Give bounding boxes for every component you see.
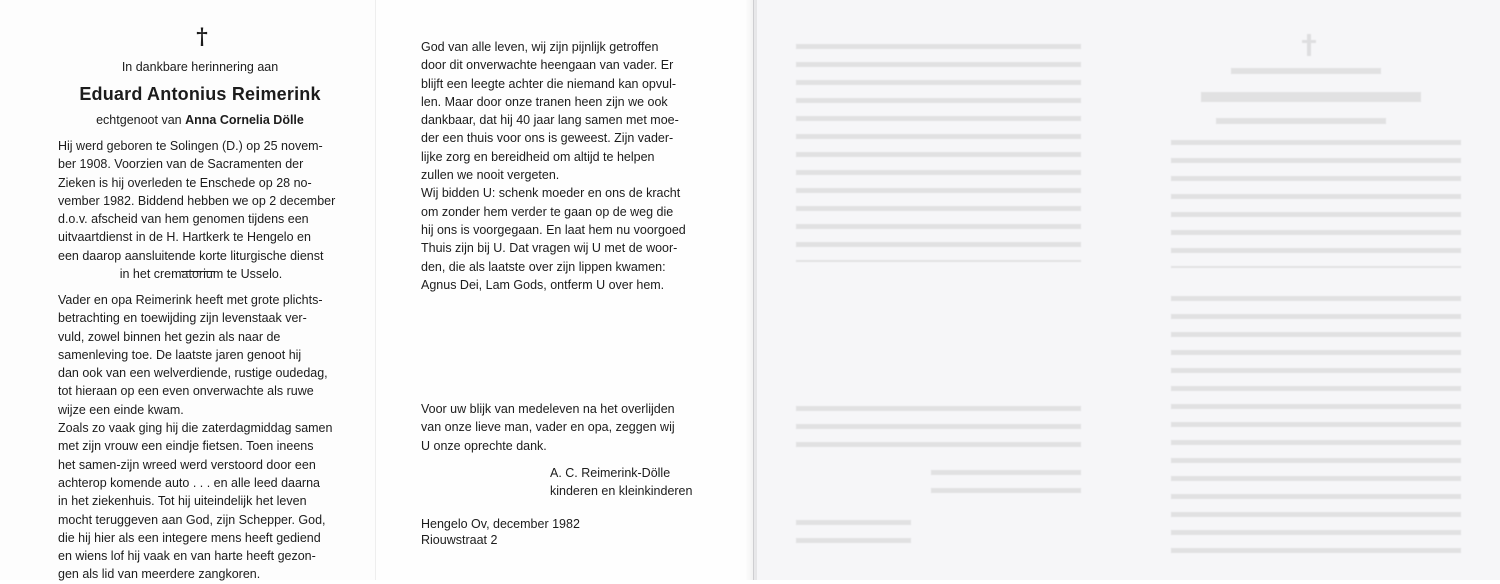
spouse-name: Anna Cornelia Dölle [185, 113, 304, 127]
ghost-paragraph [931, 470, 1081, 500]
ghost-paragraph [796, 520, 911, 550]
middle-panel [375, 0, 754, 580]
signature-name: A. C. Reimerink-Dölle [550, 466, 671, 480]
ghost-paragraph [796, 406, 1081, 454]
tribute-paragraph: Vader en opa Reimerink heeft met grote plichts- betrachting en toewijding zijn levenstaak ver- vuld, zowel binnen het gezin als naar de samenleving toe. De laatste jaren genoot hij dan ook van een welverdiende, rustige oudedag, tot hieraan op een even onverwachte als ruwe wijze een einde kwam. Zoals zo vaak ging hij die zaterdagmiddag samen met zijn vrouw een eindje fietsen. Toen ineens het samen-zijn wreed werd verstoord door een achterop komende auto . . . en alle leed daarna in het ziekenhuis. Tot hij uiteindelijk het leven mocht teruggeven aan God, zijn Schepper. God, die hij hier als een integere mens heeft gediend en wiens lof hij vaak en van harte heeft gezon- gen als lid van meerdere zangkoren. [58, 293, 333, 582]
signature-family: kinderen en kleinkinderen [550, 484, 693, 498]
thanks-paragraph: Voor uw blijk van medeleven na het overlijden van onze lieve man, vader en opa, zeggen wij U onze oprechte dank. [421, 402, 675, 453]
back-side-bleedthrough [753, 0, 1500, 580]
place-and-date: Hengelo Ov, december 1982 [421, 517, 580, 531]
address: Riouwstraat 2 [421, 533, 498, 547]
biography-text: Hij werd geboren te Solingen (D.) op 25 novem- ber 1908. Voorzien van de Sacramenten der Zieken is hij overleden te Enschede op 28 no- vember 1982. Biddend hebben we op 2 december d.o.v. afscheid van hem genomen tijdens een uitvaartdienst in de H. Hartkerk te Hengelo en een daarop aansluitende korte liturgische dienst [58, 139, 336, 263]
deceased-name: Eduard Antonius Reimerink [79, 84, 321, 104]
left-panel [0, 0, 375, 580]
ghost-cross-icon [1307, 34, 1311, 56]
cross-icon: † [196, 24, 208, 50]
mirrored-bleedthrough-image [754, 0, 1500, 580]
prayer-paragraph: God van alle leven, wij zijn pijnlijk getroffen door dit onverwachte heengaan van vader. Er blijft een leegte achter die niemand kan opvul- len. Maar door onze tranen heen zijn we ook dankbaar, dat hij 40 jaar lang samen met moe- der een thuis voor ons is geweest. Zijn vader- lijke zorg en bereidheid om altijd te helpen zullen we nooit vergeten. Wij bidden U: schenk moeder en ons de kracht om zonder hem verder te gaan op de weg die hij ons is voorgegaan. En laat hem nu voorgoed Thuis zijn bij U. Dat vragen wij U met de woor- den, die als laatste over zijn lippen kwamen: Agnus Dei, Lam Gods, ontferm U over hem. [421, 40, 686, 292]
ghost-line [1231, 68, 1381, 74]
ghost-line [1216, 118, 1386, 124]
fold-shadow [745, 0, 757, 580]
intro-text: In dankbare herinnering aan [121, 60, 279, 74]
ghost-line [1201, 92, 1421, 102]
ghost-paragraph [1171, 140, 1461, 268]
spouse-prefix: echtgenoot van [96, 113, 182, 127]
ghost-paragraph [1171, 296, 1461, 554]
section-divider [181, 271, 215, 272]
biography-last-line: in het crematorium te Usselo. [119, 267, 283, 282]
biography-paragraph [58, 137, 344, 283]
ghost-paragraph [796, 44, 1081, 262]
spouse-line [20, 113, 380, 127]
